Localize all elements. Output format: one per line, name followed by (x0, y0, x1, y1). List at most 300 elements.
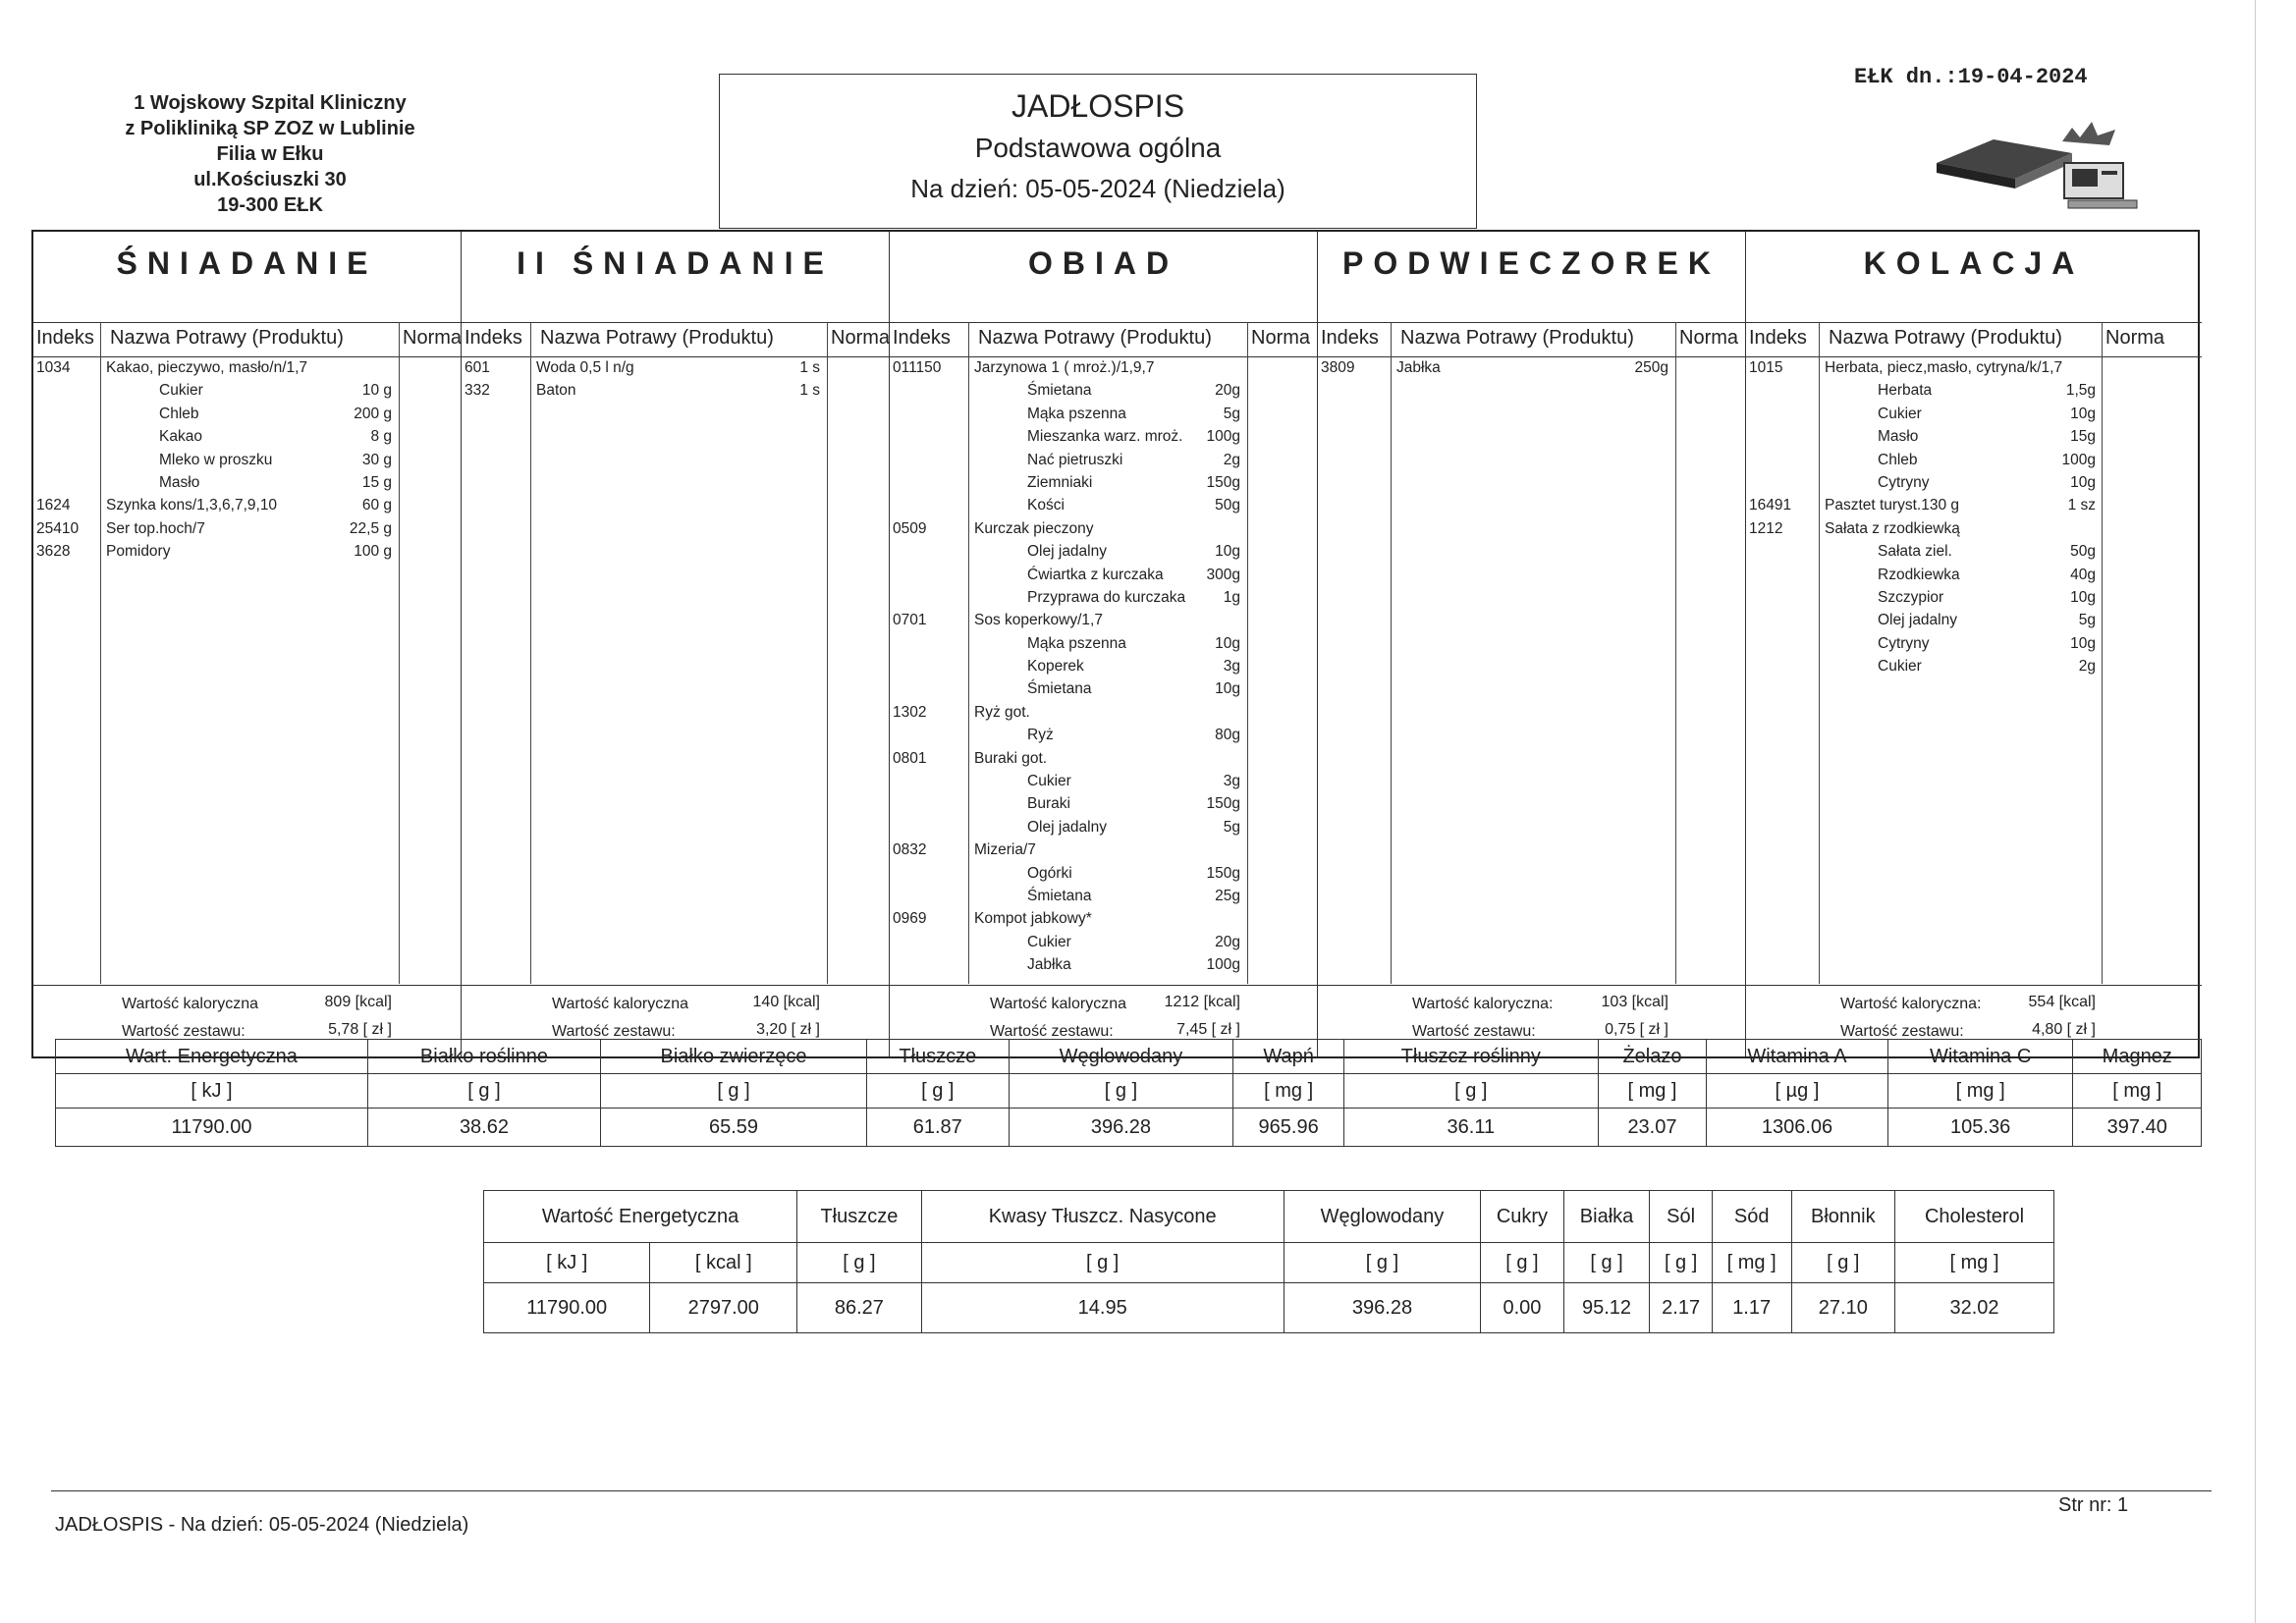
nutrition-unit: [ µg ] (1707, 1074, 1888, 1109)
item-norma: 1,5g (2065, 382, 2096, 400)
nutrition-unit: [ mg ] (1895, 1243, 2054, 1283)
table-row (33, 541, 461, 564)
item-index: 1034 (36, 359, 71, 376)
table-row (890, 817, 1317, 839)
col-header-norma: Norma (831, 327, 891, 349)
col-header-index: Indeks (465, 327, 522, 349)
item-norma: 8 g (370, 428, 392, 446)
table-row (890, 380, 1317, 403)
nutrition-value: 0.00 (1481, 1283, 1563, 1333)
nutrition-unit: [ g ] (1343, 1074, 1598, 1109)
table-row (462, 357, 889, 380)
table-row (890, 908, 1317, 931)
item-name: Mieszanka warz. mroż. (1027, 428, 1183, 446)
item-index: 3809 (1321, 359, 1355, 376)
table-row (33, 450, 461, 472)
item-name: Mizeria/7 (974, 841, 1036, 859)
col-header-index: Indeks (1749, 327, 1807, 349)
item-name: Śmietana (1027, 680, 1092, 698)
nutrition-unit: [ mg ] (2073, 1074, 2202, 1109)
item-name: Mąka pszenna (1027, 405, 1126, 422)
nutrition-header: Tłuszcz roślinny (1343, 1040, 1598, 1074)
column-header-row (462, 322, 889, 357)
item-index: 0801 (893, 749, 927, 767)
meal-column (33, 232, 462, 1056)
hospital-address (88, 90, 452, 218)
col-header-name: Nazwa Potrawy (Produktu) (1400, 327, 1634, 349)
kcal-label: Wartość kaloryczna: (1840, 996, 1982, 1012)
nutrition-unit: [ g ] (1563, 1243, 1650, 1283)
item-norma: 10g (1215, 634, 1240, 652)
item-name: Cukier (159, 382, 203, 400)
table-row (890, 541, 1317, 564)
nutrition-value: 11790.00 (56, 1109, 368, 1147)
item-name: Kakao, pieczywo, masło/n/1,7 (106, 359, 308, 376)
item-name: Kakao (159, 428, 202, 446)
nutrition-header-row (484, 1191, 2054, 1243)
item-norma: 10 g (361, 382, 392, 400)
table-row (890, 954, 1317, 977)
table-row (1746, 633, 2202, 656)
item-norma: 100g (2061, 451, 2096, 468)
item-name: Nać pietruszki (1027, 451, 1123, 468)
nutrition-value: 965.96 (1233, 1109, 1343, 1147)
item-name: Sałata z rzodkiewką (1825, 519, 1960, 537)
cost-label: Wartość zestawu: (1840, 1023, 1964, 1040)
nutrition-unit-row (484, 1243, 2054, 1283)
table-row (890, 495, 1317, 517)
item-index: 0832 (893, 841, 927, 859)
diet-name: Podstawowa ogólna (974, 133, 1222, 163)
item-norma: 5g (2078, 612, 2096, 629)
table-row (33, 518, 461, 541)
item-name: Ogórki (1027, 864, 1072, 882)
meal-items (1318, 357, 1745, 380)
item-name: Cytryny (1878, 473, 1930, 491)
table-row (1746, 357, 2202, 380)
cost-label: Wartość zestawu: (552, 1023, 676, 1040)
item-norma: 150g (1206, 864, 1240, 882)
table-row (890, 793, 1317, 816)
table-row (33, 495, 461, 517)
nutrition-value: 61.87 (867, 1109, 1009, 1147)
cost-value: 4,80 [ zł ] (2032, 1021, 2096, 1038)
cost-value: 3,20 [ zł ] (756, 1021, 820, 1038)
item-index: 011150 (893, 359, 942, 376)
item-name: Przyprawa do kurczaka (1027, 588, 1186, 606)
item-name: Pasztet turyst.130 g (1825, 497, 1959, 514)
table-row (1746, 541, 2202, 564)
item-index: 16491 (1749, 497, 1792, 514)
table-row (890, 839, 1317, 862)
column-header-row (1318, 322, 1745, 357)
nutrition-header: Węglowodany (1009, 1040, 1233, 1074)
item-name: Ćwiartka z kurczaka (1027, 566, 1164, 583)
item-index: 3628 (36, 543, 71, 561)
item-index: 25410 (36, 519, 80, 537)
item-norma: 30 g (361, 451, 392, 468)
item-norma: 100g (1206, 428, 1240, 446)
item-index: 0701 (893, 612, 927, 629)
table-row (1746, 450, 2202, 472)
table-row (890, 886, 1317, 908)
column-header-row (1746, 322, 2202, 357)
item-norma: 2g (1223, 451, 1240, 468)
column-header-row (33, 322, 461, 357)
meal-column (462, 232, 890, 1056)
nutrition-header-row (56, 1040, 2202, 1074)
footer-text: JADŁOSPIS - Na dzień: 05-05-2024 (Niedziela) (55, 1514, 469, 1536)
item-norma: 200 g (354, 405, 392, 422)
nutrition-header: Białka (1563, 1191, 1650, 1243)
nutrition-header: Sód (1712, 1191, 1791, 1243)
nutrition-header: Białko zwierzęce (600, 1040, 866, 1074)
item-name: Szynka kons/1,3,6,7,9,10 (106, 497, 278, 514)
table-row (890, 678, 1317, 701)
nutrition-value: 38.62 (367, 1109, 600, 1147)
col-header-norma: Norma (2105, 327, 2165, 349)
nutrition-unit: [ g ] (1481, 1243, 1563, 1283)
scan-edge (2255, 0, 2256, 1623)
item-norma: 50g (2070, 543, 2096, 561)
issue-date: EŁK dn.:19-04-2024 (1854, 65, 2088, 89)
item-name: Cytryny (1878, 634, 1930, 652)
hospital-line: Filia w Ełku (216, 143, 324, 165)
cost-value: 7,45 [ zł ] (1176, 1021, 1240, 1038)
kcal-label: Wartość kaloryczna (122, 996, 258, 1012)
item-norma: 150g (1206, 795, 1240, 813)
nutrition-header: Wartość Energetyczna (484, 1191, 797, 1243)
table-row (890, 587, 1317, 610)
item-norma: 10g (2070, 405, 2096, 422)
hospital-line: ul.Kościuszki 30 (193, 169, 347, 190)
item-norma: 150g (1206, 473, 1240, 491)
col-header-norma: Norma (1251, 327, 1311, 349)
column-header-row (890, 322, 1317, 357)
nutrition-value: 14.95 (921, 1283, 1284, 1333)
nutrition-unit: [ mg ] (1233, 1074, 1343, 1109)
table-row (1746, 426, 2202, 449)
table-row (890, 702, 1317, 725)
nutrition-header: Białko roślinne (367, 1040, 600, 1074)
item-name: Cukier (1027, 773, 1071, 790)
nutrition-value: 86.27 (797, 1283, 922, 1333)
nutrition-value: 32.02 (1895, 1283, 2054, 1333)
meal-title: ŚNIADANIE (116, 245, 378, 281)
cost-label: Wartość zestawu: (1412, 1023, 1536, 1040)
table-row (890, 725, 1317, 747)
item-index: 0969 (893, 910, 927, 928)
item-norma: 2g (2078, 658, 2096, 676)
nutrition-value: 95.12 (1563, 1283, 1650, 1333)
item-norma: 50g (1215, 497, 1240, 514)
col-header-name: Nazwa Potrawy (Produktu) (540, 327, 774, 349)
cost-label: Wartość zestawu: (990, 1023, 1114, 1040)
nutrition-unit: [ g ] (1284, 1243, 1481, 1283)
meal-items (462, 357, 889, 404)
item-name: Baton (536, 382, 576, 400)
table-row (1746, 610, 2202, 632)
cost-value: 5,78 [ zł ] (328, 1021, 392, 1038)
item-index: 1015 (1749, 359, 1783, 376)
nutrition-header: Tłuszcze (797, 1191, 922, 1243)
kcal-value: 554 [kcal] (2028, 994, 2096, 1010)
nutrition-value: 2797.00 (650, 1283, 797, 1333)
item-name: Sos koperkowy/1,7 (974, 612, 1103, 629)
item-name: Olej jadalny (1878, 612, 1957, 629)
item-norma: 60 g (361, 497, 392, 514)
kcal-label: Wartość kaloryczna (552, 996, 688, 1012)
nutrition-header: Węglowodany (1284, 1191, 1481, 1243)
item-norma: 22,5 g (349, 519, 392, 537)
item-norma: 1g (1223, 588, 1240, 606)
item-name: Cukier (1027, 933, 1071, 950)
col-header-norma: Norma (1679, 327, 1739, 349)
table-row (1746, 656, 2202, 678)
item-name: Chleb (1878, 451, 1918, 468)
nutrition-value: 1306.06 (1707, 1109, 1888, 1147)
item-norma: 300g (1206, 566, 1240, 583)
col-header-name: Nazwa Potrawy (Produktu) (978, 327, 1212, 349)
nutrition-unit-row (56, 1074, 2202, 1109)
item-name: Jabłka (1027, 956, 1071, 974)
item-name: Masło (1878, 428, 1919, 446)
table-row (890, 472, 1317, 495)
table-row (890, 565, 1317, 587)
nutrition-header: Tłuszcze (867, 1040, 1009, 1074)
column-divider (827, 322, 828, 984)
nutrition-table-1 (55, 1039, 2202, 1147)
nutrition-header: Błonnik (1791, 1191, 1895, 1243)
item-name: Sałata ziel. (1878, 543, 1952, 561)
hospital-line: z Polikliniką SP ZOZ w Lublinie (125, 118, 415, 139)
nutrition-value: 27.10 (1791, 1283, 1895, 1333)
item-name: Woda 0,5 l n/g (536, 359, 634, 376)
nutrition-value: 105.36 (1887, 1109, 2073, 1147)
meal-title: PODWIECZOREK (1342, 245, 1721, 281)
nutrition-unit: [ g ] (921, 1243, 1284, 1283)
item-norma: 20g (1215, 382, 1240, 400)
table-row (890, 610, 1317, 632)
table-row (890, 748, 1317, 771)
item-norma: 10g (2070, 588, 2096, 606)
nutrition-unit: [ kJ ] (56, 1074, 368, 1109)
page-title: JADŁOSPIS (1011, 88, 1185, 124)
column-divider (1391, 322, 1392, 984)
table-row (890, 771, 1317, 793)
nutrition-unit: [ mg ] (1598, 1074, 1706, 1109)
table-row (1746, 404, 2202, 426)
nutrition-header: Cholesterol (1895, 1191, 2054, 1243)
col-header-norma: Norma (403, 327, 463, 349)
table-row (1746, 518, 2202, 541)
book-computer-logo-icon (1925, 114, 2151, 212)
table-row (890, 426, 1317, 449)
nutrition-header: Witamina A (1707, 1040, 1888, 1074)
nutrition-unit: [ g ] (1791, 1243, 1895, 1283)
nutrition-header: Sól (1650, 1191, 1712, 1243)
item-name: Herbata (1878, 382, 1933, 400)
kcal-label: Wartość kaloryczna (990, 996, 1126, 1012)
item-norma: 25g (1215, 887, 1240, 904)
column-divider (1675, 322, 1676, 984)
item-name: Rzodkiewka (1878, 566, 1960, 583)
nutrition-header: Magnez (2073, 1040, 2202, 1074)
kcal-value: 809 [kcal] (324, 994, 392, 1010)
table-row (33, 472, 461, 495)
table-row (1746, 495, 2202, 517)
kcal-label: Wartość kaloryczna: (1412, 996, 1554, 1012)
table-row (890, 863, 1317, 886)
item-name: Jarzynowa 1 ( mroż.)/1,9,7 (974, 359, 1155, 376)
item-norma: 1 s (799, 359, 820, 376)
page-number: Str nr: 1 (2058, 1494, 2129, 1516)
item-norma: 10g (1215, 680, 1240, 698)
table-row (890, 404, 1317, 426)
item-name: Masło (159, 473, 200, 491)
item-name: Olej jadalny (1027, 543, 1107, 561)
item-norma: 15g (2070, 428, 2096, 446)
col-header-name: Nazwa Potrawy (Produktu) (1829, 327, 2062, 349)
nutrition-header: Cukry (1481, 1191, 1563, 1243)
meal-title: KOLACJA (1863, 245, 2085, 281)
col-header-name: Nazwa Potrawy (Produktu) (110, 327, 344, 349)
item-name: Ziemniaki (1027, 473, 1093, 491)
table-row (890, 633, 1317, 656)
meal-column (890, 232, 1318, 1056)
nutrition-value: 11790.00 (484, 1283, 650, 1333)
col-header-index: Indeks (36, 327, 94, 349)
meal-title: OBIAD (1027, 245, 1179, 281)
item-name: Buraki got. (974, 749, 1048, 767)
item-name: Kości (1027, 497, 1065, 514)
item-name: Buraki (1027, 795, 1070, 813)
item-norma: 1 s (799, 382, 820, 400)
item-name: Kompot jabkowy* (974, 910, 1092, 928)
col-header-index: Indeks (893, 327, 951, 349)
table-row (890, 450, 1317, 472)
item-norma: 250g (1634, 359, 1668, 376)
item-norma: 100g (1206, 956, 1240, 974)
table-row (1746, 565, 2202, 587)
meal-items (33, 357, 461, 565)
meal-column (1746, 232, 2202, 1056)
nutrition-unit: [ g ] (1650, 1243, 1712, 1283)
nutrition-unit: [ kcal ] (650, 1243, 797, 1283)
column-divider (530, 322, 531, 984)
item-norma: 3g (1223, 658, 1240, 676)
title-box (719, 74, 1477, 229)
meal-column (1318, 232, 1746, 1056)
meal-items (1746, 357, 2202, 678)
nutrition-unit: [ g ] (367, 1074, 600, 1109)
nutrition-value: 36.11 (1343, 1109, 1598, 1147)
nutrition-unit: [ g ] (867, 1074, 1009, 1109)
table-row (33, 380, 461, 403)
kcal-value: 103 [kcal] (1601, 994, 1668, 1010)
item-name: Ser top.hoch/7 (106, 519, 205, 537)
item-index: 1624 (36, 497, 71, 514)
item-norma: 1 sz (2067, 497, 2096, 514)
kcal-value: 1212 [kcal] (1164, 994, 1240, 1010)
item-index: 0509 (893, 519, 927, 537)
item-name: Szczypior (1878, 588, 1944, 606)
item-index: 332 (465, 382, 490, 400)
menu-grid (31, 230, 2200, 1058)
table-row (1318, 357, 1745, 380)
nutrition-value-row (56, 1109, 2202, 1147)
nutrition-unit: [ mg ] (1887, 1074, 2073, 1109)
nutrition-unit: [ g ] (1009, 1074, 1233, 1109)
nutrition-header: Witamina C (1887, 1040, 2073, 1074)
item-index: 601 (465, 359, 490, 376)
item-norma: 10g (1215, 543, 1240, 561)
meal-title: II ŚNIADANIE (517, 245, 834, 281)
item-name: Jabłka (1396, 359, 1441, 376)
table-row (1746, 472, 2202, 495)
footer-divider (51, 1490, 2212, 1491)
table-row (890, 932, 1317, 954)
nutrition-value: 23.07 (1598, 1109, 1706, 1147)
item-norma: 3g (1223, 773, 1240, 790)
item-name: Koperek (1027, 658, 1084, 676)
item-name: Pomidory (106, 543, 171, 561)
item-norma: 10g (2070, 634, 2096, 652)
item-name: Olej jadalny (1027, 818, 1107, 836)
item-norma: 10g (2070, 473, 2096, 491)
nutrition-table-2 (483, 1190, 2054, 1333)
table-row (1746, 380, 2202, 403)
item-name: Cukier (1878, 405, 1922, 422)
col-header-index: Indeks (1321, 327, 1379, 349)
meal-items (890, 357, 1317, 978)
item-name: Cukier (1878, 658, 1922, 676)
item-norma: 100 g (354, 543, 392, 561)
item-index: 1212 (1749, 519, 1783, 537)
item-norma: 5g (1223, 818, 1240, 836)
item-norma: 20g (1215, 933, 1240, 950)
nutrition-unit: [ g ] (797, 1243, 922, 1283)
item-index: 1302 (893, 703, 927, 721)
table-row (890, 357, 1317, 380)
table-row (33, 426, 461, 449)
item-name: Herbata, piecz,masło, cytryna/k/1,7 (1825, 359, 2063, 376)
nutrition-value: 396.28 (1284, 1283, 1481, 1333)
menu-date: Na dzień: 05-05-2024 (Niedziela) (910, 174, 1285, 203)
table-row (462, 380, 889, 403)
nutrition-value-row (484, 1283, 2054, 1333)
nutrition-value: 65.59 (600, 1109, 866, 1147)
table-row (890, 656, 1317, 678)
item-norma: 40g (2070, 566, 2096, 583)
item-name: Chleb (159, 405, 199, 422)
nutrition-header: Kwasy Tłuszcz. Nasycone (921, 1191, 1284, 1243)
nutrition-unit: [ g ] (600, 1074, 866, 1109)
hospital-line: 19-300 EŁK (217, 194, 323, 216)
nutrition-unit: [ mg ] (1712, 1243, 1791, 1283)
item-name: Mąka pszenna (1027, 634, 1126, 652)
item-name: Kurczak pieczony (974, 519, 1094, 537)
cost-label: Wartość zestawu: (122, 1023, 246, 1040)
cost-value: 0,75 [ zł ] (1605, 1021, 1668, 1038)
item-name: Mleko w proszku (159, 451, 273, 468)
nutrition-value: 396.28 (1009, 1109, 1233, 1147)
item-name: Ryż got. (974, 703, 1030, 721)
item-norma: 15 g (361, 473, 392, 491)
nutrition-header: Wart. Energetyczna (56, 1040, 368, 1074)
item-norma: 5g (1223, 405, 1240, 422)
nutrition-value: 2.17 (1650, 1283, 1712, 1333)
